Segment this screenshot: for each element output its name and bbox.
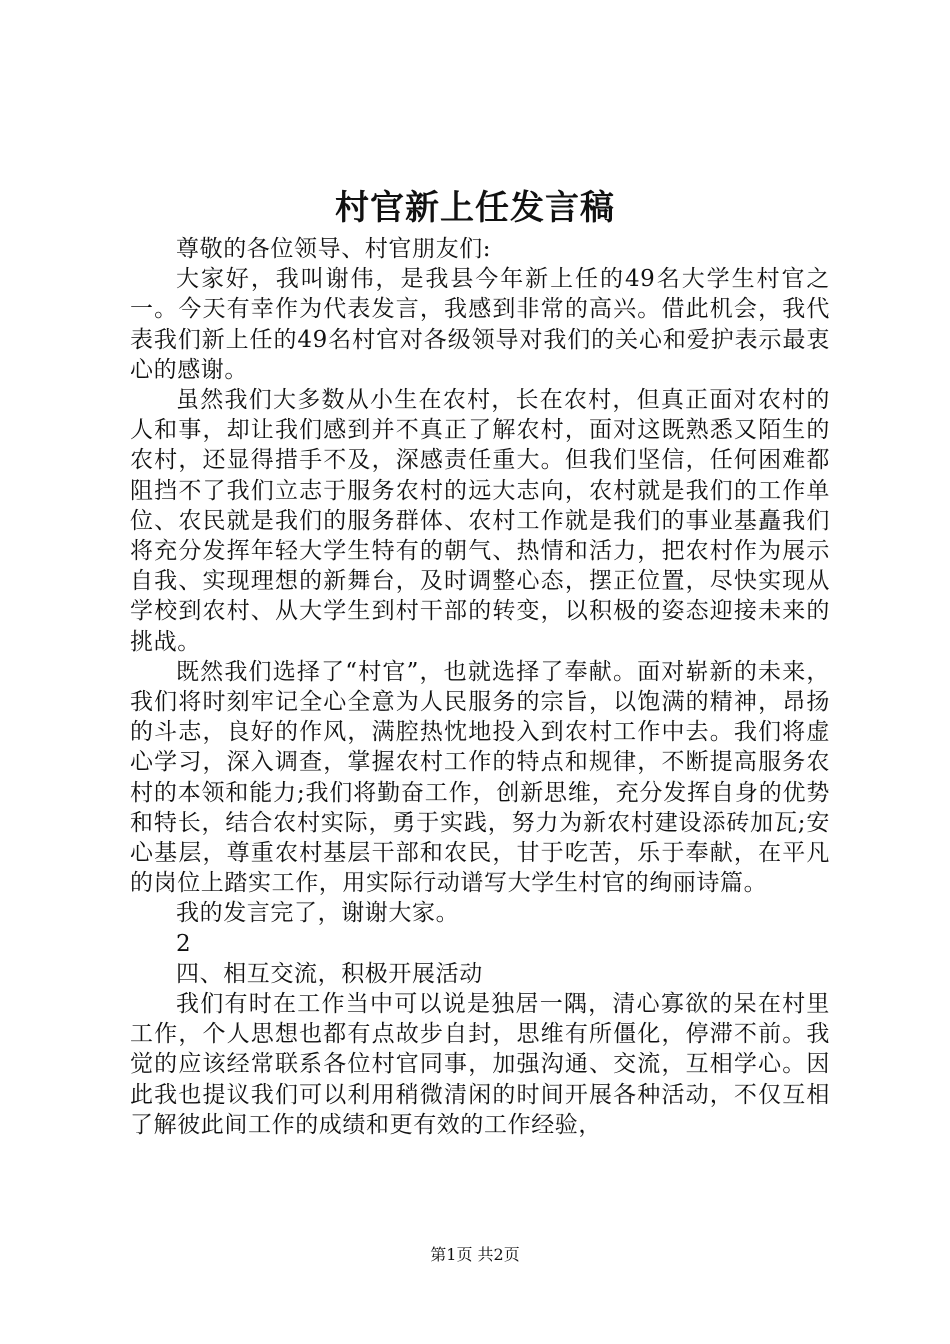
body-paragraph: 既然我们选择了“村官”，也就选择了奉献。面对崭新的未来，我们将时刻牢记全心全意为人民服务的宗旨，以饱满的精神，昂扬的斗志，良好的作风，满腔热忱地投入到农村工作中去。我们将虚心学习，深入调查，掌握农村工作的特点和规律，不断提高服务农村的本领和能力;我们将勤奋工作，创新思维，充分发挥自身的优势和特长，结合农村实际，勇于实践，努力为新农村建设添砖加瓦;安心基层，尊重农村基层干部和农民，甘于吃苦，乐于奉献，在平凡的岗位上踏实工作，用实际行动谱写大学生村官的绚丽诗篇。 bbox=[130, 658, 830, 897]
salutation-paragraph: 尊敬的各位领导、村官朋友们: bbox=[176, 236, 492, 262]
section-number: 2 bbox=[176, 930, 192, 957]
closing-paragraph: 我的发言完了，谢谢大家。 bbox=[176, 900, 460, 927]
page-footer: 第1页 共2页 bbox=[430, 1245, 520, 1264]
body-paragraph: 虽然我们大多数从小生在农村，长在农村，但真正面对农村的人和事，却让我们感到并不真正了解农村，面对这既熟悉又陌生的农村，还显得措手不及，深感责任重大。但我们坚信，任何困难都阻挡不了我们立志于服务农村的远大志向，农村就是我们的工作单位、农民就是我们的服务群体、农村工作就是我们的事业基矗我们将充分发挥年轻大学生特有的朝气、热情和活力，把农村作为展示自我、实现理想的新舞台，及时调整心态，摆正位置，尽快实现从学校到农村、从大学生到村干部的转变，以积极的姿态迎接未来的挑战。 bbox=[130, 387, 830, 655]
body-paragraph: 我们有时在工作当中可以说是独居一隅，清心寡欲的呆在村里工作，个人思想也都有点故步自封，思维有所僵化，停滞不前。我觉的应该经常联系各位村官同事，加强沟通、交流，互相学心。因此我也提议我们可以利用稍微清闲的时间开展各种活动，不仅互相了解彼此间工作的成绩和更有效的工作经验， bbox=[130, 991, 830, 1138]
intro-paragraph: 大家好，我叫谢伟，是我县今年新上任的49名大学生村官之一。今天有幸作为代表发言，我感到非常的高兴。借此机会，我代表我们新上任的49名村官对各级领导对我们的关心和爱护表示最衷心的感谢。 bbox=[130, 266, 830, 383]
document-body bbox=[130, 234, 830, 1140]
document-title: 村官新上任发言稿 bbox=[335, 188, 615, 228]
section-heading: 四、相互交流，积极开展活动 bbox=[176, 960, 483, 987]
